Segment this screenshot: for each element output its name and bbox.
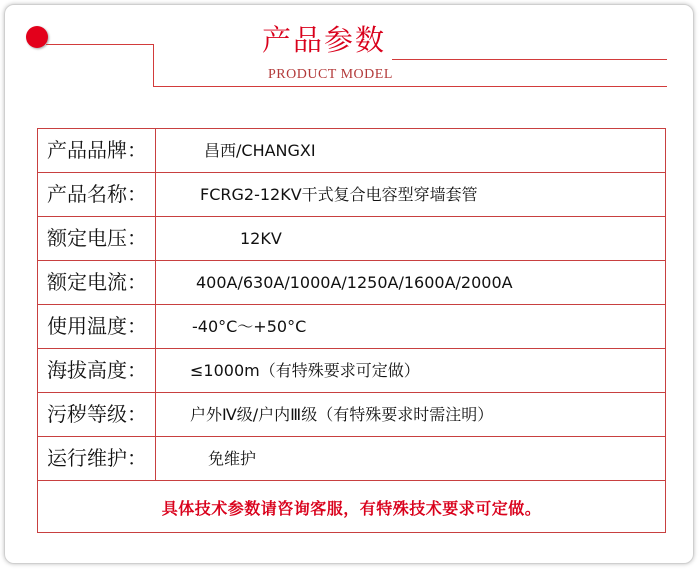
spec-row-brand [38,129,665,173]
red-dot-icon [26,26,48,48]
spec-row-altitude [38,349,665,393]
spec-value: 昌西/CHANGXI [204,141,316,160]
spec-value: 400A/630A/1000A/1250A/1600A/2000A [196,273,513,292]
spec-row-current [38,261,665,305]
spec-label: 产品品牌： [38,129,156,172]
spec-label: 产品名称： [38,173,156,216]
spec-value: ≤1000m（有特殊要求可定做） [190,361,420,380]
spec-value: 免维护 [208,449,257,468]
spec-row-pollution [38,393,665,437]
decor-line [46,44,154,45]
decor-line [153,86,667,87]
spec-label: 使用温度： [38,305,156,348]
spec-row-name [38,173,665,217]
page-subtitle: PRODUCT MODEL [268,67,393,82]
spec-row-maintenance [38,437,665,481]
spec-row-voltage [38,217,665,261]
spec-label: 运行维护： [38,437,156,480]
spec-value: 户外Ⅳ级/户内Ⅲ级（有特殊要求时需注明） [190,405,494,424]
spec-label: 海拔高度： [38,349,156,392]
spec-value: FCRG2-12KV干式复合电容型穿墙套管 [200,185,478,204]
footer-note: 具体技术参数请咨询客服，有特殊技术要求可定做。 [161,499,542,518]
decor-line [153,44,154,86]
page-title: 产品参数 [262,23,387,57]
spec-label: 污秽等级： [38,393,156,436]
decor-line [392,59,667,60]
spec-table [37,128,666,533]
spec-value: -40°C～+50°C [192,317,307,336]
spec-label: 额定电流： [38,261,156,304]
spec-value: 12KV [240,229,282,248]
spec-label: 额定电压： [38,217,156,260]
spec-row-temperature [38,305,665,349]
